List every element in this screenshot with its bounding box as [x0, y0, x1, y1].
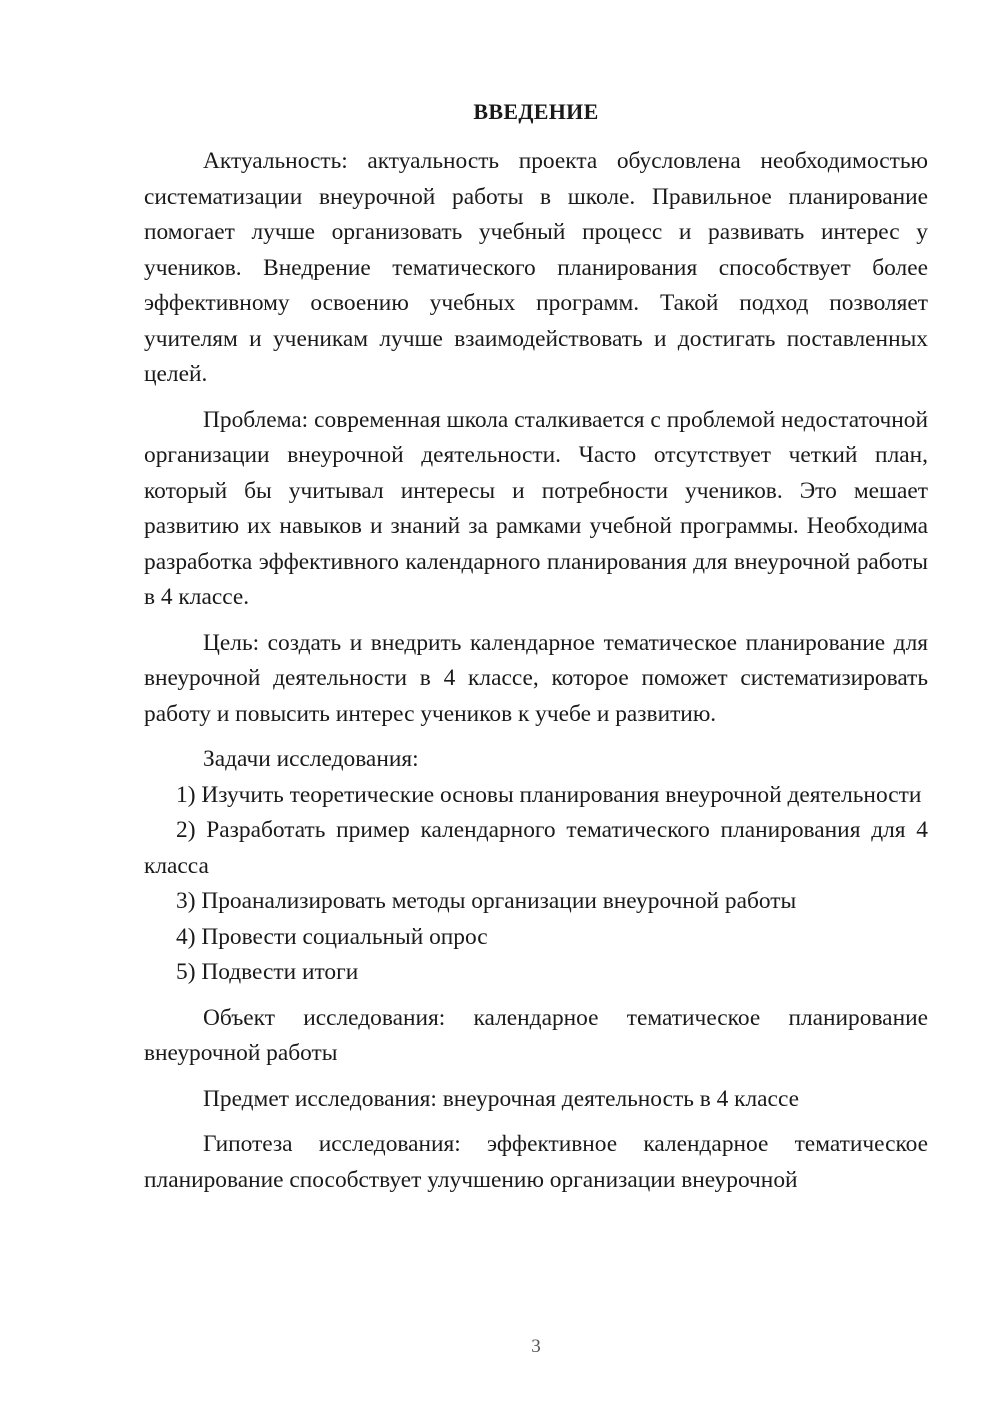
page-title: ВВЕДЕНИЕ — [473, 99, 599, 124]
list-item: 5) Подвести итоги — [176, 959, 359, 985]
paragraph-hypothesis: Гипотеза исследования: эффективное календарное тематическое планирование способствует улучшению организации внеурочной — [144, 1131, 928, 1193]
list-item: 1) Изучить теоретические основы планирования внеурочной деятельности — [176, 781, 922, 808]
list-item: 3) Проанализировать методы организации внеурочной работы — [176, 888, 797, 914]
paragraph-goal: Цель: создать и внедрить календарное тематическое планирование для внеурочной деятельности в 4 классе, которое поможет систематизировать работу и повысить интерес учеников к учебе и развитию. — [144, 629, 928, 727]
page-number: 3 — [531, 1336, 541, 1357]
paragraph-problem: Проблема: современная школа сталкивается с проблемой недостаточной организации внеурочной деятельности. Часто отсутствует четкий план, который бы учитывал интересы и потребности учеников. Это мешает развитию их навыков и знаний за рамками учебной программы. Необходима разработка эффективного календарного планирования для внеурочной работы в 4 классе. — [144, 406, 928, 610]
tasks-heading: Задачи исследования: — [203, 746, 419, 772]
paragraph-object: Объект исследования: календарное тематическое планирование внеурочной работы — [144, 1004, 928, 1066]
tasks-list — [144, 778, 928, 991]
list-item: 4) Провести социальный опрос — [176, 923, 488, 950]
list-item: 2) Разработать пример календарного тематического планирования для 4 класса — [144, 817, 928, 879]
document-body — [144, 144, 928, 1198]
paragraph-subject: Предмет исследования: внеурочная деятельность в 4 классе — [203, 1085, 799, 1112]
paragraph-relevance: Актуальность: актуальность проекта обусловлена необходимостью систематизации внеурочной работы в школе. Правильное планирование помогает лучше организовать учебный процесс и развивать интерес у учеников. Внедрение тематического планирования способствует более эффективному освоению учебных программ. Такой подход позволяет учителям и ученикам лучше взаимодействовать и достигать поставленных целей. — [144, 148, 928, 387]
